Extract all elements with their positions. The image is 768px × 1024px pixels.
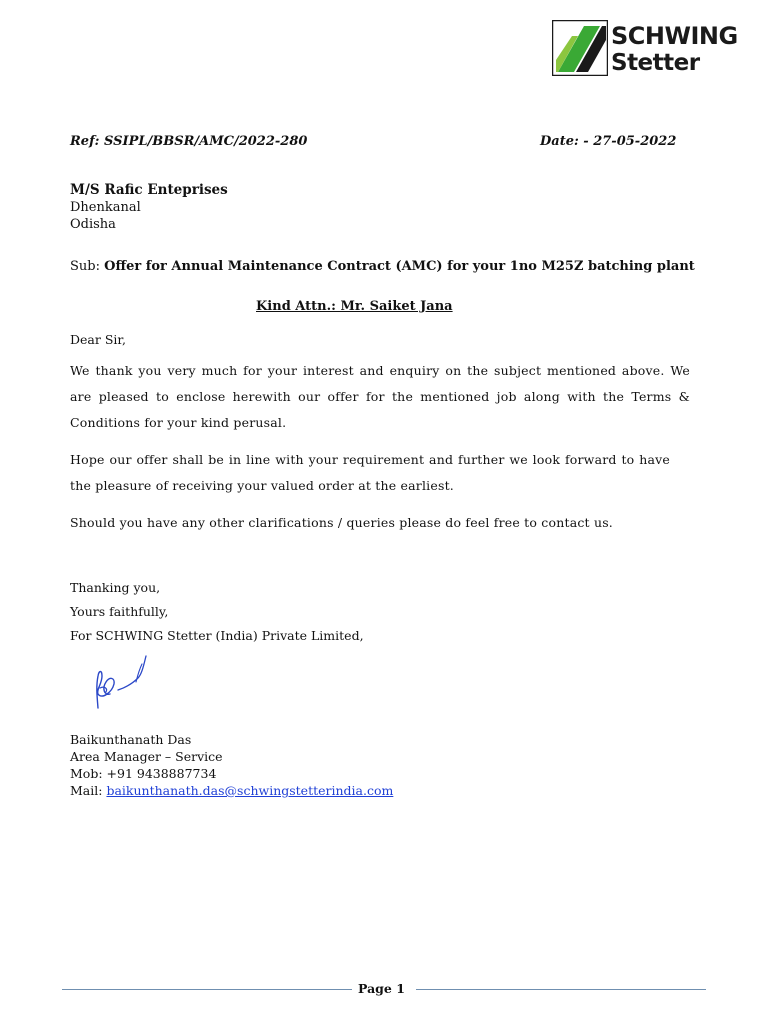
body-paragraph-2: Hope our offer shall be in line with your requirement and further we look forward to have the pleasure of receiving your valued order at the earliest. xyxy=(70,452,670,493)
attention-line: Kind Attn.: Mr. Saiket Jana xyxy=(256,299,453,314)
salutation: Dear Sir, xyxy=(70,332,126,347)
recipient-address xyxy=(70,182,228,233)
footer-divider-left xyxy=(62,989,352,990)
recipient-state: Odisha xyxy=(70,217,116,232)
handwritten-signature xyxy=(88,652,154,714)
body-paragraph-1: We thank you very much for your interest and enquiry on the subject mentioned above. We are pleased to enclose herewith our offer for the mentioned job along with the Terms & Conditions for your kind perusal. xyxy=(70,363,690,430)
closing-company: For SCHWING Stetter (India) Private Limited, xyxy=(70,628,364,643)
recipient-city: Dhenkanal xyxy=(70,200,141,215)
signer-mobile: Mob: +91 9438887734 xyxy=(70,766,217,781)
closing-block xyxy=(70,576,364,648)
logo-text-schwing: SCHWING xyxy=(611,22,738,50)
footer-divider-right xyxy=(416,989,706,990)
letter-date: Date: - 27-05-2022 xyxy=(540,134,677,149)
closing-thanks: Thanking you, xyxy=(70,580,161,595)
logo-text-stetter: Stetter xyxy=(611,50,700,76)
subject-prefix: Sub: xyxy=(70,259,100,274)
email-link[interactable]: baikunthanath.das@schwingstetterindia.com xyxy=(106,783,394,798)
body-paragraph-3: Should you have any other clarifications / queries please do feel free to contact us. xyxy=(70,515,613,530)
signer-block xyxy=(70,731,393,799)
signer-title: Area Manager – Service xyxy=(70,749,223,764)
subject-line xyxy=(70,259,695,274)
recipient-name: M/S Rafic Enteprises xyxy=(70,182,228,198)
reference-number: Ref: SSIPL/BBSR/AMC/2022-280 xyxy=(70,134,308,149)
subject-text: Offer for Annual Maintenance Contract (AMC) for your 1no M25Z batching plant xyxy=(104,259,695,274)
signer-name: Baikunthanath Das xyxy=(70,732,192,747)
company-logo xyxy=(552,20,738,78)
signer-mail-row xyxy=(70,782,393,799)
closing-faithfully: Yours faithfully, xyxy=(70,604,169,619)
page-number: Page 1 xyxy=(358,981,405,996)
mail-label: Mail: xyxy=(70,783,103,798)
logo-stripes-icon xyxy=(552,20,608,76)
